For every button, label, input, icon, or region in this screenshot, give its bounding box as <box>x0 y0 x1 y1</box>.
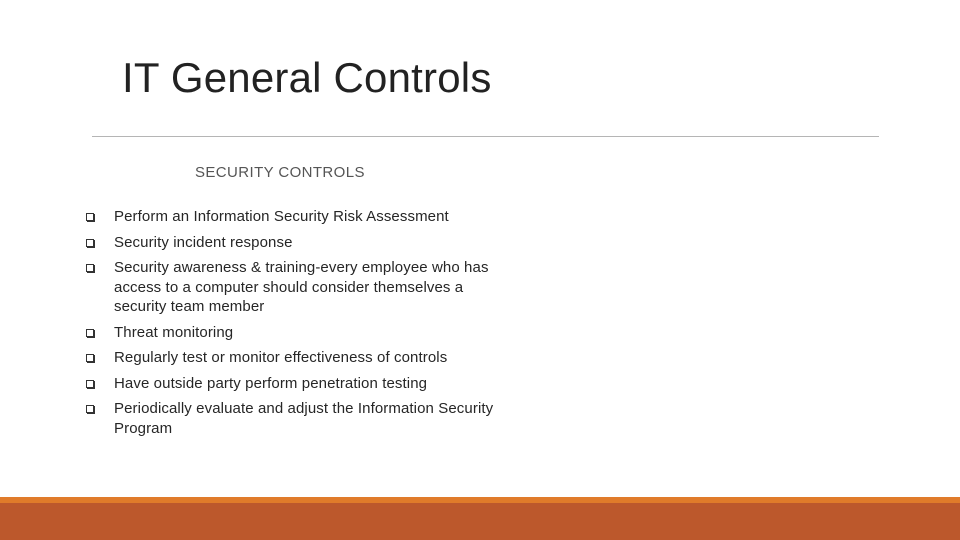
list-item <box>86 233 506 253</box>
list-item <box>86 348 506 368</box>
list-item <box>86 207 506 227</box>
bullet-text: Periodically evaluate and adjust the Information Security Program <box>114 400 494 437</box>
bullet-text: Have outside party perform penetration testing <box>114 374 428 392</box>
list-item <box>86 374 506 394</box>
slide-title: IT General Controls <box>122 54 492 101</box>
square-bullet-icon <box>86 329 94 337</box>
bullet-text: Threat monitoring <box>114 323 234 341</box>
list-item <box>86 258 506 317</box>
square-bullet-icon <box>86 239 94 247</box>
bullet-list <box>86 207 506 444</box>
square-bullet-icon <box>86 213 94 221</box>
list-item <box>86 323 506 343</box>
square-bullet-icon <box>86 264 94 272</box>
square-bullet-icon <box>86 380 94 388</box>
square-bullet-icon <box>86 354 94 362</box>
bullet-text: Security incident response <box>114 233 293 251</box>
square-bullet-icon <box>86 405 94 413</box>
footer-accent-line <box>0 497 960 503</box>
bullet-text: Perform an Information Security Risk Assessment <box>114 208 449 225</box>
title-divider <box>92 136 879 137</box>
bullet-text: Regularly test or monitor effectiveness of controls <box>114 349 448 366</box>
footer-accent-bar <box>0 497 960 540</box>
list-item <box>86 399 506 438</box>
section-subtitle: SECURITY CONTROLS <box>195 164 365 181</box>
bullet-text: Security awareness & training-every employee who has access to a computer should consider themselves a security team member <box>114 259 489 315</box>
